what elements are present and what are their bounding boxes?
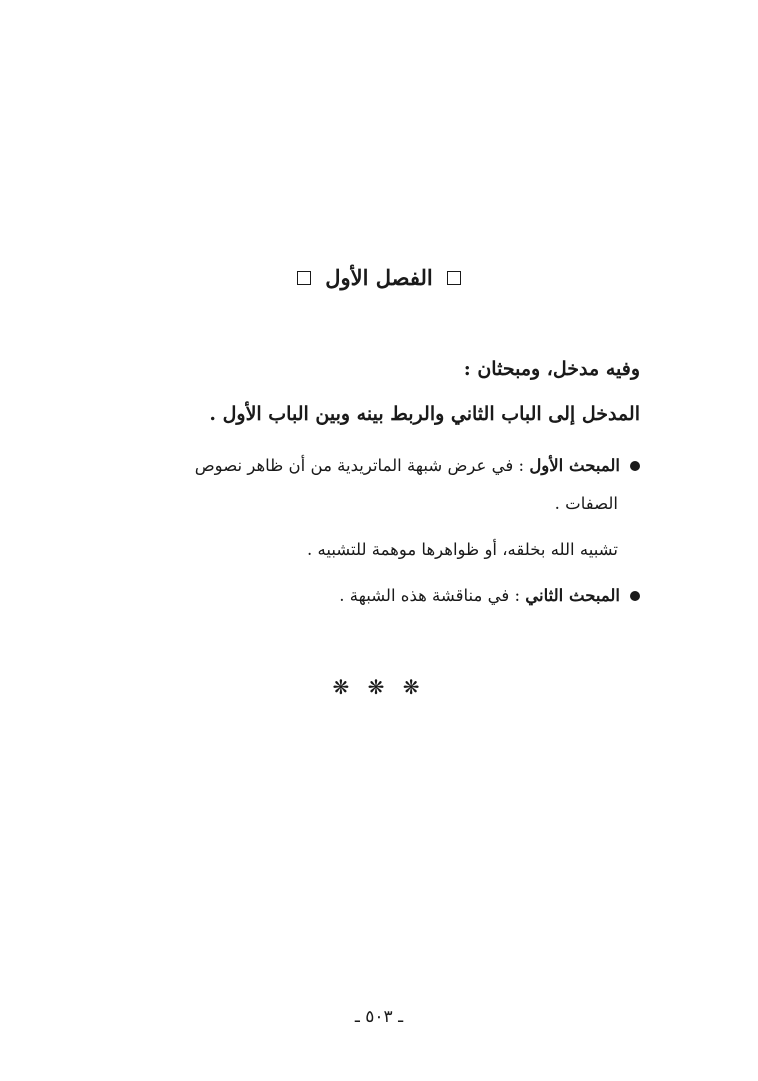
chapter-heading [0,262,758,294]
chapter-intro: وفيه مدخل، ومبحثان : [463,358,640,380]
section-second-text: : في مناقشة هذه الشبهة . [339,586,521,605]
star-separator: ❋ ❋ ❋ [332,675,426,699]
section-first-subline: تشبيه الله بخلقه، أو ظواهرها موهمة للتشبيه . [307,540,618,559]
section-second-label: المبحث الثاني [525,586,620,605]
square-ornament-icon [297,271,311,285]
bullet-icon [630,591,640,601]
square-ornament-icon [447,271,461,285]
chapter-title: الفصل الأول [325,265,433,290]
section-first-label: المبحث الأول [529,456,620,475]
page-number: ـ ٥٠٣ ـ [354,1007,404,1027]
entry-section: المدخل إلى الباب الثاني والربط بينه وبين الباب الأول . [209,403,640,425]
section-second [339,580,640,612]
section-first-continuation: الصفات . [554,494,618,513]
section-first-text: : في عرض شبهة الماتريدية من أن ظاهر نصوص [194,456,525,475]
bullet-icon [630,461,640,471]
section-first [195,450,640,482]
